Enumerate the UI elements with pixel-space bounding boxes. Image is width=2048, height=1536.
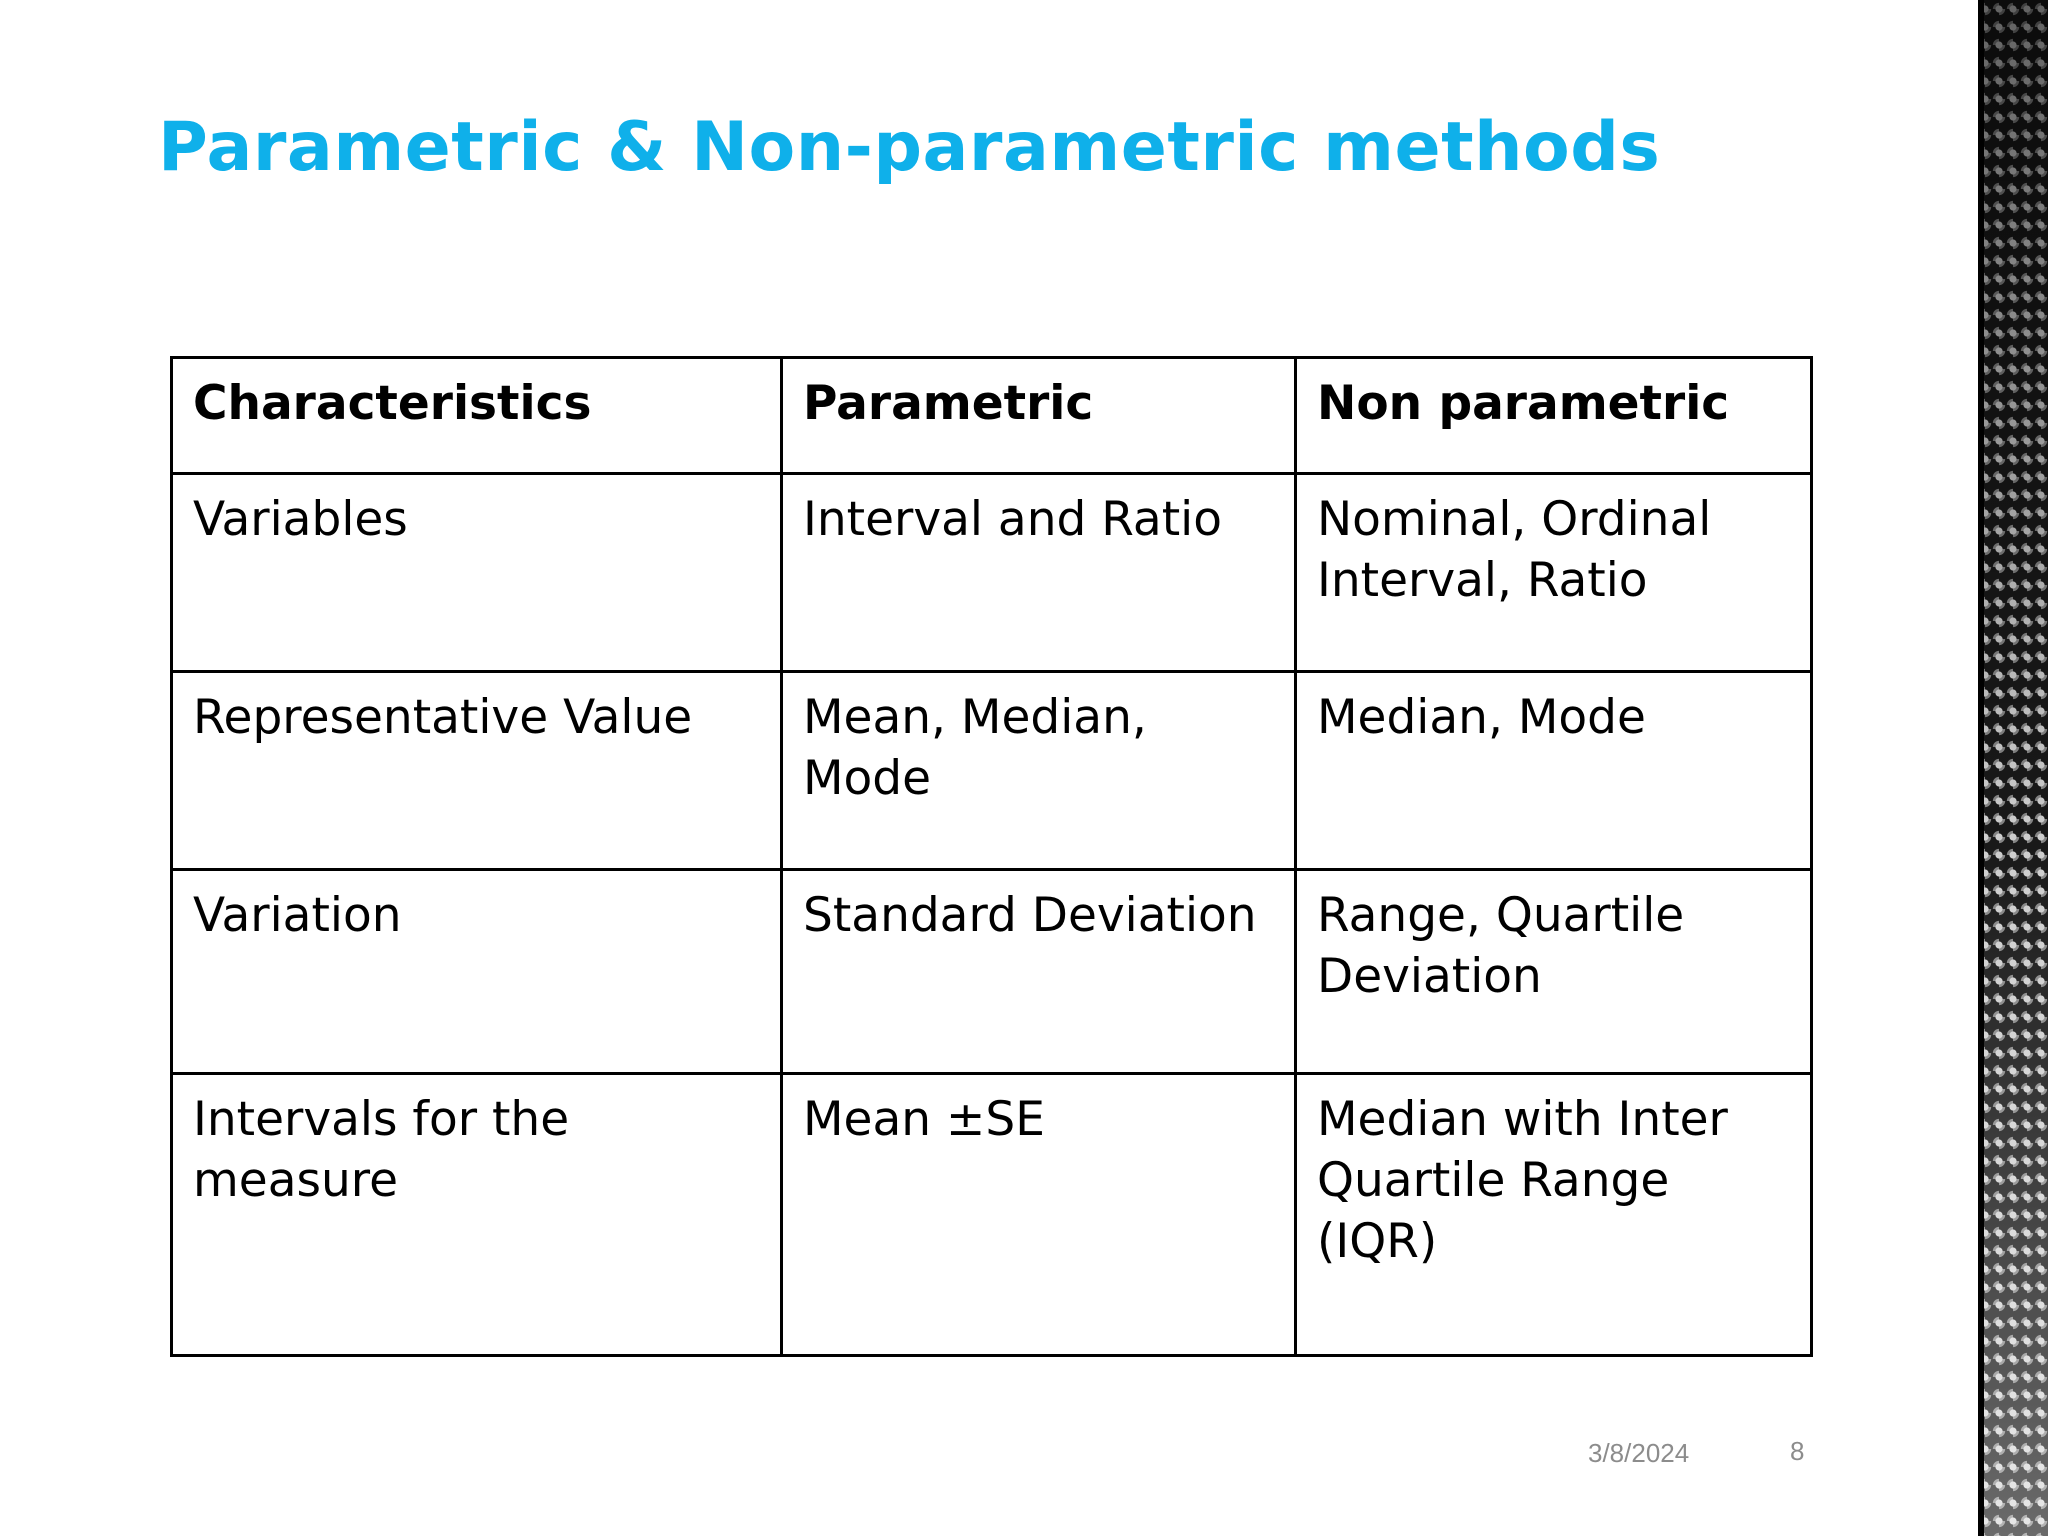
cell-parametric: Interval and Ratio (782, 474, 1296, 672)
footer-date: 3/8/2024 (1588, 1438, 1690, 1468)
table-row (172, 870, 1812, 1074)
cell-non-parametric: Median with Inter Quartile Range (IQR) (1296, 1074, 1812, 1356)
cell-non-parametric: Range, Quartile Deviation (1296, 870, 1812, 1074)
cell-characteristic: Intervals for the measure (172, 1074, 782, 1356)
cell-characteristic: Variation (172, 870, 782, 1074)
slide-title: Parametric & Non-parametric methods (158, 108, 1661, 187)
table-row (172, 1074, 1812, 1356)
header-non-parametric: Non parametric (1296, 358, 1812, 474)
table-row (172, 474, 1812, 672)
cell-parametric: Mean ±SE (782, 1074, 1296, 1356)
cell-non-parametric: Nominal, Ordinal Interval, Ratio (1296, 474, 1812, 672)
decorative-side-border (1978, 0, 1984, 1536)
cell-parametric: Mean, Median, Mode (782, 672, 1296, 870)
comparison-table (170, 356, 1813, 1357)
decorative-side-shade (1978, 0, 2048, 1536)
footer-page-number: 8 (1790, 1436, 1805, 1466)
header-characteristics: Characteristics (172, 358, 782, 474)
cell-non-parametric: Median, Mode (1296, 672, 1812, 870)
table-header-row (172, 358, 1812, 474)
cell-characteristic: Representative Value (172, 672, 782, 870)
table-row (172, 672, 1812, 870)
header-parametric: Parametric (782, 358, 1296, 474)
cell-parametric: Standard Deviation (782, 870, 1296, 1074)
cell-characteristic: Variables (172, 474, 782, 672)
